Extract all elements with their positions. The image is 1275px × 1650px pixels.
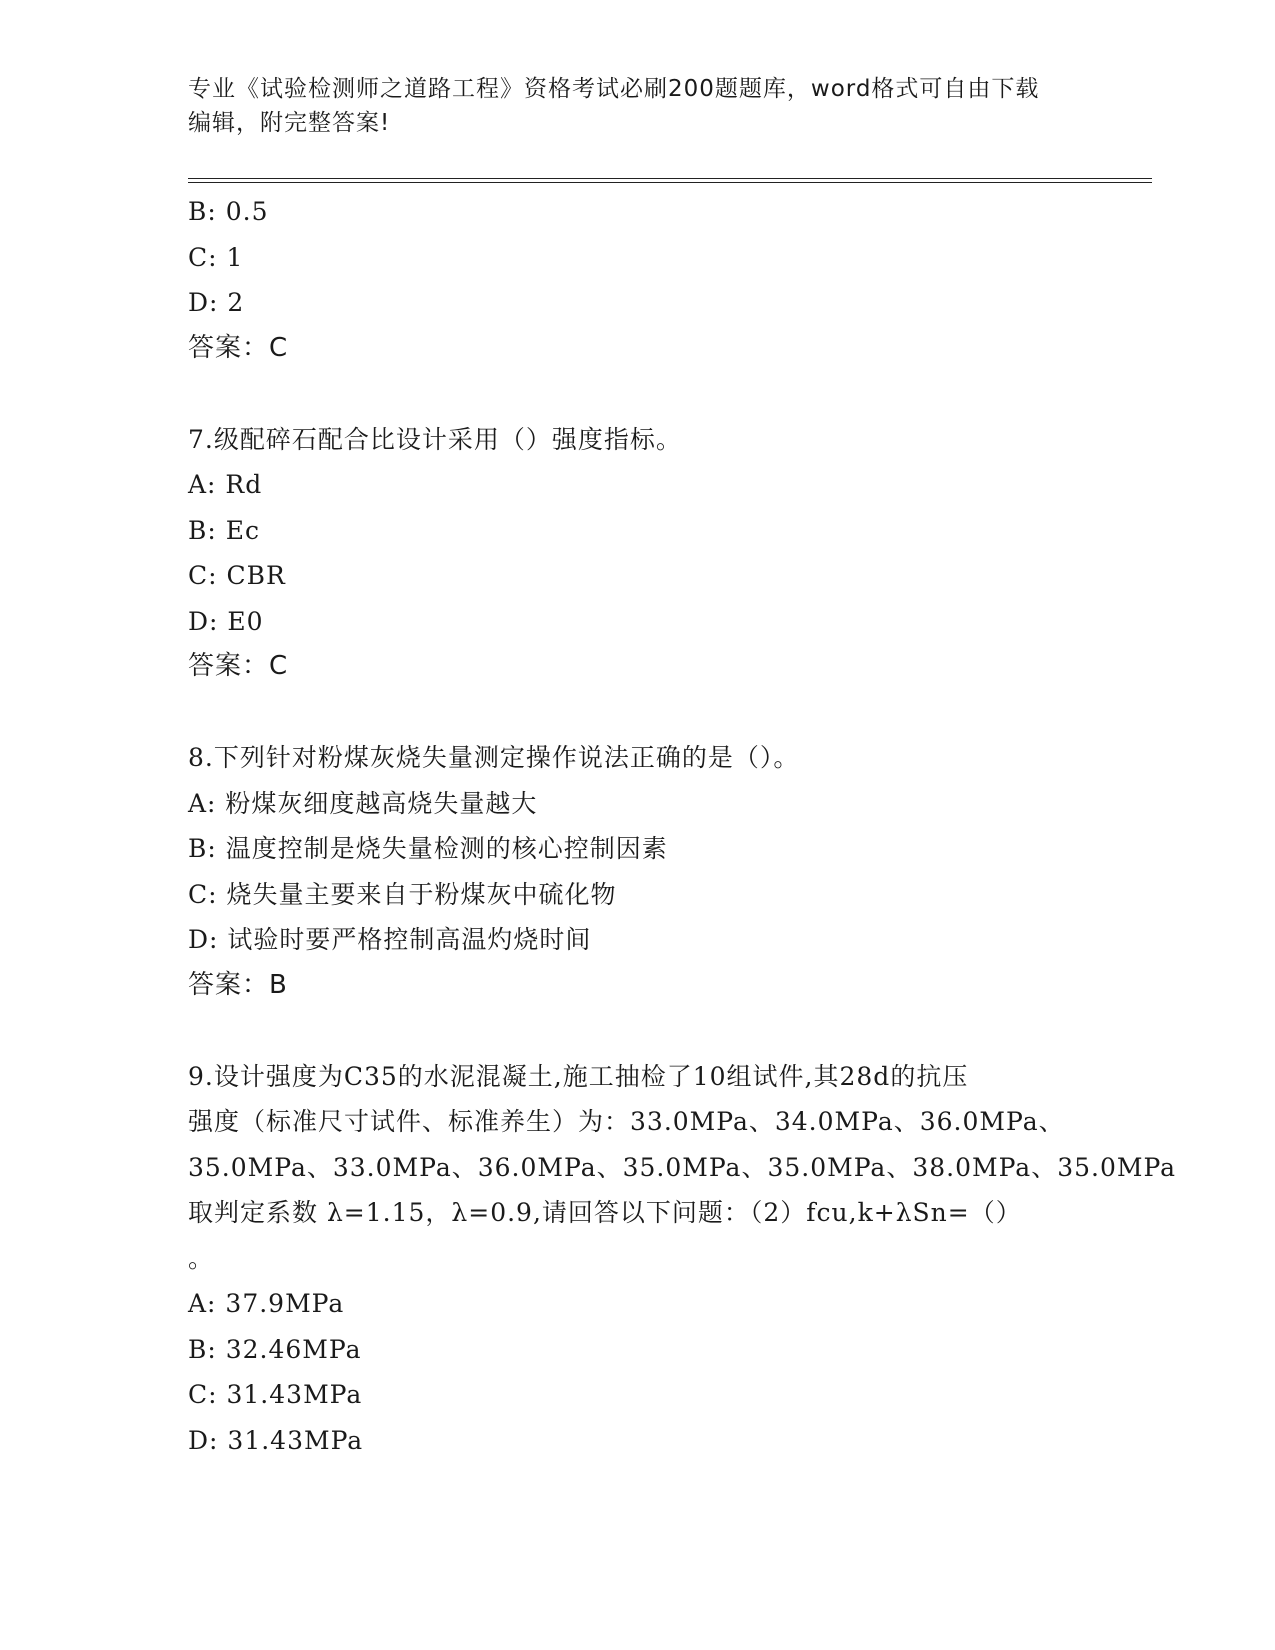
option-d: D: 2 xyxy=(188,288,245,317)
question-stem-line-4: 取判定系数 λ=1.15，λ=0.9,请回答以下问题：（2）fcu,k+λSn=（） xyxy=(188,1198,1022,1227)
option-b: B: 32.46MPa xyxy=(188,1334,362,1364)
answer-line: 答案：B xyxy=(188,969,288,1000)
option-a: A: 37.9MPa xyxy=(188,1289,345,1318)
spacer xyxy=(188,371,1088,417)
option-d: D: E0 xyxy=(188,606,264,636)
option-c: C: 1 xyxy=(188,242,244,272)
option-c: C: 31.43MPa xyxy=(188,1380,363,1409)
header-line-2: 编辑，附完整答案! xyxy=(188,110,391,136)
option-c: C: 烧失量主要来自于粉煤灰中硫化物 xyxy=(188,879,617,909)
document-header xyxy=(188,72,1068,140)
option-a: A: Rd xyxy=(188,470,263,499)
option-b: B: 0.5 xyxy=(188,197,269,226)
option-b: B: Ec xyxy=(188,515,260,545)
question-9 xyxy=(188,1054,1177,1464)
question-stem-line-1: 9.设计强度为C35的水泥混凝土,施工抽检了10组试件,其28d的抗压 xyxy=(188,1061,969,1091)
answer-line: 答案：C xyxy=(188,651,289,681)
question-stem: 8.下列针对粉煤灰烧失量测定操作说法正确的是（）。 xyxy=(188,743,800,772)
option-a: A: 粉煤灰细度越高烧失量越大 xyxy=(188,788,538,818)
header-line-1: 专业《试验检测师之道路工程》资格考试必刷200题题库，word格式可自由下载 xyxy=(188,76,1040,102)
question-stem-line-2: 强度（标准尺寸试件、标准养生）为：33.0MPa、34.0MPa、36.0MPa、 xyxy=(188,1107,1065,1136)
question-stem-line-3: 35.0MPa、33.0MPa、36.0MPa、35.0MPa、35.0MPa、38.0MPa、35.0MPa xyxy=(188,1152,1177,1182)
question-8 xyxy=(188,735,1088,1008)
question-list xyxy=(188,189,1177,1463)
question-7 xyxy=(188,417,1088,690)
option-d: D: 试验时要严格控制高温灼烧时间 xyxy=(188,925,592,954)
question-stem: 7.级配碎石配合比设计采用（）强度指标。 xyxy=(188,424,682,454)
spacer xyxy=(188,1008,1088,1054)
option-c: C: CBR xyxy=(188,561,286,590)
option-b: B: 温度控制是烧失量检测的核心控制因素 xyxy=(188,834,668,863)
document-page xyxy=(188,0,1177,1650)
option-d: D: 31.43MPa xyxy=(188,1425,364,1455)
spacer xyxy=(188,690,1088,736)
question-stem-line-5: 。 xyxy=(188,1243,215,1273)
header-divider xyxy=(188,178,1152,183)
answer-line: 答案：C xyxy=(188,332,289,363)
question-6-continued xyxy=(188,189,1088,371)
